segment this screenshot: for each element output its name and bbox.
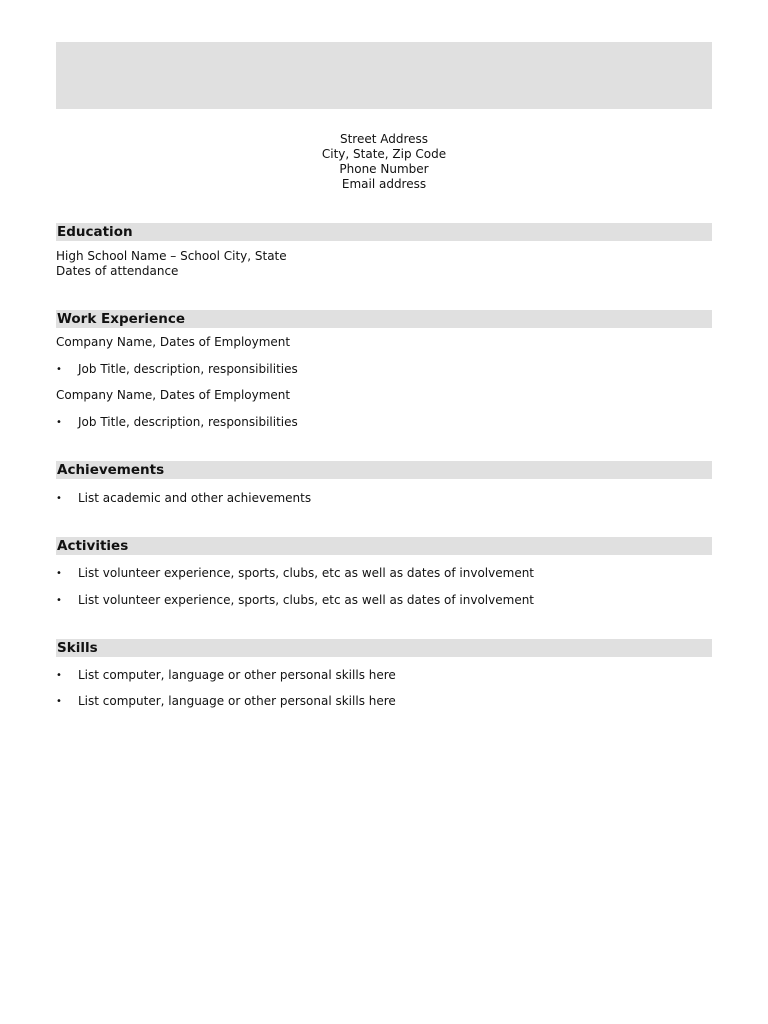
company-line-1: Company Name, Dates of Employment <box>56 335 291 349</box>
contact-block <box>56 132 712 192</box>
activities-header <box>56 537 712 555</box>
phone-number: Phone Number <box>339 162 429 176</box>
work-header <box>56 310 712 328</box>
bullet-icon: • <box>56 568 62 579</box>
bullet-icon: • <box>56 364 62 375</box>
attendance-line: Dates of attendance <box>56 264 179 278</box>
bullet-icon: • <box>56 670 62 681</box>
education-header <box>56 223 712 241</box>
email-address: Email address <box>341 177 427 191</box>
education-title: Education <box>57 224 133 240</box>
company-line-2: Company Name, Dates of Employment <box>56 388 291 402</box>
skill-text-2: List computer, language or other personal skills here <box>78 694 396 708</box>
bullet-icon: • <box>56 696 62 707</box>
bullet-icon: • <box>56 595 62 606</box>
bullet-icon: • <box>56 493 62 504</box>
activity-text-1: List volunteer experience, sports, clubs, etc as well as dates of involvement <box>78 566 535 580</box>
skill-text-1: List computer, language or other personal skills here <box>78 668 396 682</box>
name-banner <box>56 42 712 109</box>
achievements-header <box>56 461 712 479</box>
achievements-title: Achievements <box>57 462 165 478</box>
achievement-text-1: List academic and other achievements <box>78 491 312 505</box>
school-line: High School Name – School City, State <box>56 249 287 263</box>
skills-title: Skills <box>57 640 98 656</box>
bullet-icon: • <box>56 417 62 428</box>
street-address: Street Address <box>339 132 429 146</box>
city-state-zip: City, State, Zip Code <box>321 147 447 161</box>
skills-header <box>56 639 712 657</box>
job-text-1: Job Title, description, responsibilities <box>78 362 298 376</box>
activity-text-2: List volunteer experience, sports, clubs, etc as well as dates of involvement <box>78 593 535 607</box>
work-title: Work Experience <box>57 311 185 327</box>
job-text-2: Job Title, description, responsibilities <box>78 415 298 429</box>
activities-title: Activities <box>57 538 129 554</box>
